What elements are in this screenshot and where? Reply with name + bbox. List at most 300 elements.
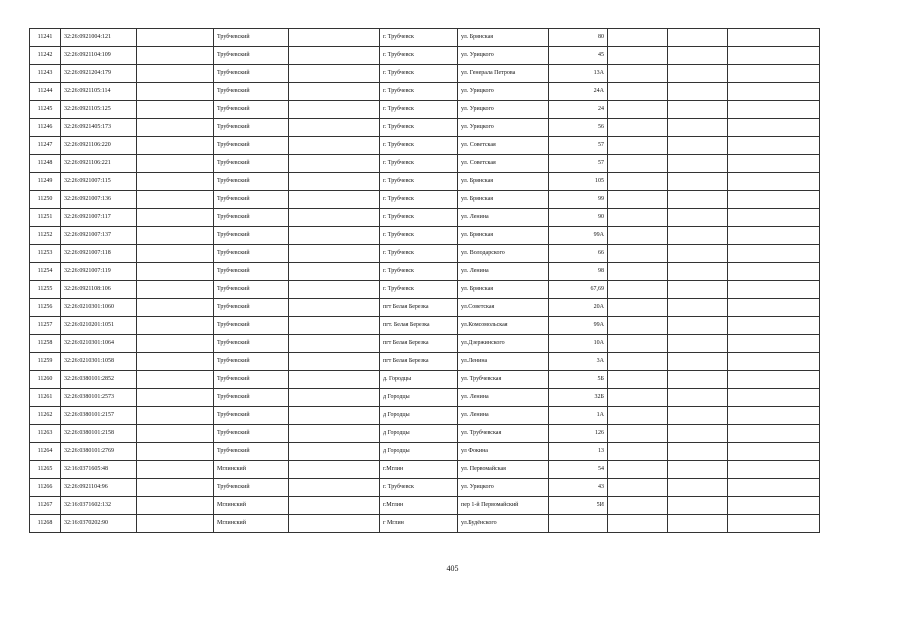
district-cell: Трубчевский bbox=[214, 299, 289, 317]
page-number: 405 bbox=[446, 564, 459, 573]
empty-cell bbox=[728, 263, 820, 281]
empty-cell bbox=[668, 173, 728, 191]
district-cell: Трубчевский bbox=[214, 65, 289, 83]
district-cell: Трубчевский bbox=[214, 425, 289, 443]
cadastral-number-cell: 32:26:0380101:2573 bbox=[61, 389, 137, 407]
table-row bbox=[30, 407, 820, 425]
locality-cell: г. Трубчевск bbox=[380, 65, 458, 83]
empty-cell bbox=[289, 515, 380, 533]
empty-cell bbox=[137, 209, 214, 227]
empty-cell bbox=[728, 119, 820, 137]
table-row bbox=[30, 515, 820, 533]
empty-cell bbox=[668, 317, 728, 335]
row-number-cell: 11245 bbox=[30, 101, 61, 119]
cadastral-number-cell: 32:16:0371602:132 bbox=[61, 497, 137, 515]
empty-cell bbox=[728, 443, 820, 461]
empty-cell bbox=[728, 299, 820, 317]
district-cell: Трубчевский bbox=[214, 209, 289, 227]
empty-cell bbox=[289, 173, 380, 191]
empty-cell bbox=[608, 245, 668, 263]
empty-cell bbox=[728, 425, 820, 443]
cadastral-number-cell: 32:26:0921106:220 bbox=[61, 137, 137, 155]
empty-cell bbox=[608, 317, 668, 335]
empty-cell bbox=[137, 83, 214, 101]
cadastral-number-cell: 32:26:0380101:2769 bbox=[61, 443, 137, 461]
empty-cell bbox=[608, 371, 668, 389]
locality-cell: д Городцы bbox=[380, 443, 458, 461]
table-row bbox=[30, 299, 820, 317]
street-cell: ул. Ленина bbox=[458, 389, 549, 407]
empty-cell bbox=[668, 263, 728, 281]
district-cell: Трубчевский bbox=[214, 479, 289, 497]
empty-cell bbox=[728, 65, 820, 83]
cadastral-number-cell: 32:26:0380101:2158 bbox=[61, 425, 137, 443]
locality-cell: г. Трубчевск bbox=[380, 137, 458, 155]
street-cell: ул. Урицкого bbox=[458, 83, 549, 101]
empty-cell bbox=[289, 461, 380, 479]
district-cell: Трубчевский bbox=[214, 101, 289, 119]
street-cell: ул. Брянская bbox=[458, 281, 549, 299]
empty-cell bbox=[289, 83, 380, 101]
street-cell: ул. Брянская bbox=[458, 227, 549, 245]
empty-cell bbox=[137, 191, 214, 209]
empty-cell bbox=[668, 353, 728, 371]
street-cell: ул.Комсомольская bbox=[458, 317, 549, 335]
street-cell: ул. Трубчевская bbox=[458, 371, 549, 389]
empty-cell bbox=[668, 281, 728, 299]
house-number-cell: 3А bbox=[549, 353, 608, 371]
empty-cell bbox=[137, 371, 214, 389]
row-number-cell: 11267 bbox=[30, 497, 61, 515]
empty-cell bbox=[289, 119, 380, 137]
house-number-cell: 57 bbox=[549, 137, 608, 155]
empty-cell bbox=[668, 479, 728, 497]
table-row bbox=[30, 317, 820, 335]
empty-cell bbox=[289, 47, 380, 65]
house-number-cell: 54 bbox=[549, 461, 608, 479]
district-cell: Трубчевский bbox=[214, 227, 289, 245]
empty-cell bbox=[289, 155, 380, 173]
table-row bbox=[30, 245, 820, 263]
row-number-cell: 11256 bbox=[30, 299, 61, 317]
street-cell: ул. Первомайская bbox=[458, 461, 549, 479]
empty-cell bbox=[728, 227, 820, 245]
cadastral-number-cell: 32:16:0371605:48 bbox=[61, 461, 137, 479]
empty-cell bbox=[289, 281, 380, 299]
empty-cell bbox=[668, 371, 728, 389]
empty-cell bbox=[608, 83, 668, 101]
house-number-cell: 56 bbox=[549, 119, 608, 137]
locality-cell: г. Трубчевск bbox=[380, 29, 458, 47]
locality-cell: г. Трубчевск bbox=[380, 83, 458, 101]
house-number-cell: 99 bbox=[549, 191, 608, 209]
empty-cell bbox=[728, 281, 820, 299]
empty-cell bbox=[289, 101, 380, 119]
empty-cell bbox=[289, 227, 380, 245]
empty-cell bbox=[137, 119, 214, 137]
table-row bbox=[30, 443, 820, 461]
empty-cell bbox=[728, 335, 820, 353]
empty-cell bbox=[668, 461, 728, 479]
empty-cell bbox=[668, 407, 728, 425]
empty-cell bbox=[668, 209, 728, 227]
empty-cell bbox=[289, 407, 380, 425]
table-row bbox=[30, 335, 820, 353]
empty-cell bbox=[668, 191, 728, 209]
street-cell: пер 1-й Первомайский bbox=[458, 497, 549, 515]
empty-cell bbox=[608, 443, 668, 461]
locality-cell: г. Трубчевск bbox=[380, 119, 458, 137]
street-cell: ул. Ленина bbox=[458, 209, 549, 227]
house-number-cell: 99А bbox=[549, 227, 608, 245]
empty-cell bbox=[668, 137, 728, 155]
house-number-cell: 45 bbox=[549, 47, 608, 65]
empty-cell bbox=[668, 335, 728, 353]
empty-cell bbox=[728, 371, 820, 389]
row-number-cell: 11255 bbox=[30, 281, 61, 299]
empty-cell bbox=[137, 281, 214, 299]
empty-cell bbox=[137, 443, 214, 461]
house-number-cell: 1А bbox=[549, 407, 608, 425]
empty-cell bbox=[137, 65, 214, 83]
empty-cell bbox=[137, 389, 214, 407]
empty-cell bbox=[608, 47, 668, 65]
empty-cell bbox=[137, 227, 214, 245]
row-number-cell: 11253 bbox=[30, 245, 61, 263]
street-cell: ул.Дзержинского bbox=[458, 335, 549, 353]
table-row bbox=[30, 65, 820, 83]
table-row bbox=[30, 461, 820, 479]
locality-cell: г. Трубчевск bbox=[380, 101, 458, 119]
house-number-cell: 90 bbox=[549, 209, 608, 227]
empty-cell bbox=[137, 479, 214, 497]
empty-cell bbox=[137, 353, 214, 371]
empty-cell bbox=[668, 83, 728, 101]
empty-cell bbox=[728, 101, 820, 119]
empty-cell bbox=[668, 389, 728, 407]
district-cell: Трубчевский bbox=[214, 245, 289, 263]
row-number-cell: 11268 bbox=[30, 515, 61, 533]
empty-cell bbox=[608, 155, 668, 173]
district-cell: Трубчевский bbox=[214, 29, 289, 47]
empty-cell bbox=[289, 245, 380, 263]
row-number-cell: 11246 bbox=[30, 119, 61, 137]
empty-cell bbox=[668, 227, 728, 245]
empty-cell bbox=[137, 47, 214, 65]
empty-cell bbox=[728, 191, 820, 209]
house-number-cell: 43 bbox=[549, 479, 608, 497]
empty-cell bbox=[137, 29, 214, 47]
empty-cell bbox=[289, 191, 380, 209]
empty-cell bbox=[608, 65, 668, 83]
empty-cell bbox=[608, 425, 668, 443]
empty-cell bbox=[728, 209, 820, 227]
empty-cell bbox=[608, 209, 668, 227]
row-number-cell: 11254 bbox=[30, 263, 61, 281]
district-cell: Трубчевский bbox=[214, 119, 289, 137]
house-number-cell: 98 bbox=[549, 263, 608, 281]
empty-cell bbox=[608, 263, 668, 281]
empty-cell bbox=[728, 155, 820, 173]
street-cell: ул. Ленина bbox=[458, 263, 549, 281]
empty-cell bbox=[668, 29, 728, 47]
empty-cell bbox=[668, 65, 728, 83]
row-number-cell: 11243 bbox=[30, 65, 61, 83]
house-number-cell: 66 bbox=[549, 245, 608, 263]
district-cell: Мглинский bbox=[214, 515, 289, 533]
locality-cell: д Городцы bbox=[380, 389, 458, 407]
cadastral-number-cell: 32:26:0921405:173 bbox=[61, 119, 137, 137]
row-number-cell: 11263 bbox=[30, 425, 61, 443]
table-row bbox=[30, 209, 820, 227]
empty-cell bbox=[137, 173, 214, 191]
table-row bbox=[30, 47, 820, 65]
locality-cell: д Городцы bbox=[380, 425, 458, 443]
district-cell: Трубчевский bbox=[214, 371, 289, 389]
empty-cell bbox=[137, 245, 214, 263]
cadastral-number-cell: 32:26:0921007:136 bbox=[61, 191, 137, 209]
empty-cell bbox=[728, 173, 820, 191]
empty-cell bbox=[728, 137, 820, 155]
empty-cell bbox=[289, 497, 380, 515]
district-cell: Трубчевский bbox=[214, 407, 289, 425]
district-cell: Трубчевский bbox=[214, 155, 289, 173]
table-row bbox=[30, 137, 820, 155]
empty-cell bbox=[137, 461, 214, 479]
table-row bbox=[30, 173, 820, 191]
empty-cell bbox=[608, 137, 668, 155]
empty-cell bbox=[289, 425, 380, 443]
district-cell: Мглинский bbox=[214, 497, 289, 515]
house-number-cell bbox=[549, 515, 608, 533]
locality-cell: пгт Белая Березка bbox=[380, 353, 458, 371]
cadastral-number-cell: 32:26:0210201:1051 bbox=[61, 317, 137, 335]
district-cell: Трубчевский bbox=[214, 443, 289, 461]
empty-cell bbox=[289, 65, 380, 83]
cadastral-number-cell: 32:26:0210301:1064 bbox=[61, 335, 137, 353]
empty-cell bbox=[608, 479, 668, 497]
empty-cell bbox=[137, 299, 214, 317]
empty-cell bbox=[668, 101, 728, 119]
locality-cell: г.Мглин bbox=[380, 461, 458, 479]
empty-cell bbox=[137, 317, 214, 335]
street-cell: ул. Урицкого bbox=[458, 101, 549, 119]
cadastral-number-cell: 32:26:0921104:96 bbox=[61, 479, 137, 497]
empty-cell bbox=[668, 119, 728, 137]
empty-cell bbox=[608, 227, 668, 245]
cadastral-number-cell: 32:26:0210301:1060 bbox=[61, 299, 137, 317]
house-number-cell: 99А bbox=[549, 317, 608, 335]
locality-cell: г. Трубчевск bbox=[380, 191, 458, 209]
cadastral-number-cell: 32:26:0921106:221 bbox=[61, 155, 137, 173]
cadastral-number-cell: 32:26:0921007:115 bbox=[61, 173, 137, 191]
cadastral-number-cell: 32:26:0380101:2852 bbox=[61, 371, 137, 389]
cadastral-number-cell: 32:26:0921105:114 bbox=[61, 83, 137, 101]
empty-cell bbox=[668, 515, 728, 533]
empty-cell bbox=[289, 137, 380, 155]
table-row bbox=[30, 191, 820, 209]
table-row bbox=[30, 371, 820, 389]
empty-cell bbox=[137, 263, 214, 281]
row-number-cell: 11248 bbox=[30, 155, 61, 173]
empty-cell bbox=[137, 335, 214, 353]
locality-cell: пгт Белая Березка bbox=[380, 335, 458, 353]
street-cell: ул. Урицкого bbox=[458, 47, 549, 65]
district-cell: Трубчевский bbox=[214, 389, 289, 407]
district-cell: Трубчевский bbox=[214, 173, 289, 191]
house-number-cell: 13А bbox=[549, 65, 608, 83]
registry-table-body bbox=[30, 29, 820, 533]
row-number-cell: 11264 bbox=[30, 443, 61, 461]
empty-cell bbox=[289, 389, 380, 407]
locality-cell: г.Мглин bbox=[380, 497, 458, 515]
house-number-cell: 5И bbox=[549, 497, 608, 515]
empty-cell bbox=[728, 353, 820, 371]
street-cell: ул. Брянская bbox=[458, 173, 549, 191]
empty-cell bbox=[608, 29, 668, 47]
cadastral-number-cell: 32:26:0921007:117 bbox=[61, 209, 137, 227]
locality-cell: пгт. Белая Березка bbox=[380, 317, 458, 335]
locality-cell: д. Городцы bbox=[380, 371, 458, 389]
row-number-cell: 11249 bbox=[30, 173, 61, 191]
empty-cell bbox=[289, 209, 380, 227]
empty-cell bbox=[728, 515, 820, 533]
empty-cell bbox=[728, 407, 820, 425]
house-number-cell: 32Б bbox=[549, 389, 608, 407]
locality-cell: пгт Белая Березка bbox=[380, 299, 458, 317]
empty-cell bbox=[728, 497, 820, 515]
house-number-cell: 57 bbox=[549, 155, 608, 173]
empty-cell bbox=[608, 281, 668, 299]
locality-cell: д Городцы bbox=[380, 407, 458, 425]
empty-cell bbox=[728, 389, 820, 407]
house-number-cell: 5Б bbox=[549, 371, 608, 389]
empty-cell bbox=[668, 47, 728, 65]
house-number-cell: 80 bbox=[549, 29, 608, 47]
table-row bbox=[30, 479, 820, 497]
row-number-cell: 11260 bbox=[30, 371, 61, 389]
empty-cell bbox=[137, 515, 214, 533]
street-cell: ул. Брянская bbox=[458, 29, 549, 47]
empty-cell bbox=[608, 461, 668, 479]
cadastral-number-cell: 32:26:0210301:1058 bbox=[61, 353, 137, 371]
empty-cell bbox=[137, 425, 214, 443]
empty-cell bbox=[608, 515, 668, 533]
empty-cell bbox=[137, 155, 214, 173]
locality-cell: г. Трубчевск bbox=[380, 47, 458, 65]
empty-cell bbox=[668, 425, 728, 443]
row-number-cell: 11247 bbox=[30, 137, 61, 155]
street-cell: ул. Генерала Петрова bbox=[458, 65, 549, 83]
district-cell: Трубчевский bbox=[214, 335, 289, 353]
cadastral-number-cell: 32:26:0921104:109 bbox=[61, 47, 137, 65]
empty-cell bbox=[608, 101, 668, 119]
empty-cell bbox=[137, 497, 214, 515]
empty-cell bbox=[608, 407, 668, 425]
table-row bbox=[30, 101, 820, 119]
row-number-cell: 11241 bbox=[30, 29, 61, 47]
district-cell: Мглинский bbox=[214, 461, 289, 479]
locality-cell: г. Трубчевск bbox=[380, 227, 458, 245]
table-row bbox=[30, 83, 820, 101]
row-number-cell: 11265 bbox=[30, 461, 61, 479]
table-row bbox=[30, 227, 820, 245]
street-cell: ул. Трубчевская bbox=[458, 425, 549, 443]
cadastral-number-cell: 32:26:0921105:125 bbox=[61, 101, 137, 119]
empty-cell bbox=[668, 245, 728, 263]
empty-cell bbox=[608, 353, 668, 371]
table-row bbox=[30, 281, 820, 299]
street-cell: ул. Володарского bbox=[458, 245, 549, 263]
street-cell: ул. Советская bbox=[458, 137, 549, 155]
district-cell: Трубчевский bbox=[214, 281, 289, 299]
row-number-cell: 11266 bbox=[30, 479, 61, 497]
house-number-cell: 24А bbox=[549, 83, 608, 101]
table-row bbox=[30, 119, 820, 137]
row-number-cell: 11262 bbox=[30, 407, 61, 425]
district-cell: Трубчевский bbox=[214, 137, 289, 155]
locality-cell: г. Трубчевск bbox=[380, 479, 458, 497]
locality-cell: г. Трубчевск bbox=[380, 209, 458, 227]
cadastral-number-cell: 32:26:0921007:137 bbox=[61, 227, 137, 245]
empty-cell bbox=[728, 317, 820, 335]
empty-cell bbox=[728, 83, 820, 101]
table-row bbox=[30, 353, 820, 371]
registry-table bbox=[29, 28, 820, 533]
locality-cell: г Мглин bbox=[380, 515, 458, 533]
street-cell: ул. Ленина bbox=[458, 407, 549, 425]
house-number-cell: 67,69 bbox=[549, 281, 608, 299]
empty-cell bbox=[289, 443, 380, 461]
empty-cell bbox=[137, 407, 214, 425]
row-number-cell: 11242 bbox=[30, 47, 61, 65]
empty-cell bbox=[608, 173, 668, 191]
row-number-cell: 11252 bbox=[30, 227, 61, 245]
house-number-cell: 24 bbox=[549, 101, 608, 119]
empty-cell bbox=[289, 353, 380, 371]
table-row bbox=[30, 263, 820, 281]
table-row bbox=[30, 155, 820, 173]
locality-cell: г. Трубчевск bbox=[380, 155, 458, 173]
cadastral-number-cell: 32:26:0921204:179 bbox=[61, 65, 137, 83]
district-cell: Трубчевский bbox=[214, 191, 289, 209]
empty-cell bbox=[137, 137, 214, 155]
row-number-cell: 11257 bbox=[30, 317, 61, 335]
empty-cell bbox=[137, 101, 214, 119]
empty-cell bbox=[608, 335, 668, 353]
empty-cell bbox=[608, 389, 668, 407]
row-number-cell: 11259 bbox=[30, 353, 61, 371]
empty-cell bbox=[608, 497, 668, 515]
empty-cell bbox=[668, 443, 728, 461]
empty-cell bbox=[608, 299, 668, 317]
locality-cell: г. Трубчевск bbox=[380, 173, 458, 191]
district-cell: Трубчевский bbox=[214, 263, 289, 281]
empty-cell bbox=[728, 245, 820, 263]
district-cell: Трубчевский bbox=[214, 353, 289, 371]
table-row bbox=[30, 29, 820, 47]
cadastral-number-cell: 32:16:0370202:90 bbox=[61, 515, 137, 533]
street-cell: ул Фокина bbox=[458, 443, 549, 461]
empty-cell bbox=[289, 299, 380, 317]
table-row bbox=[30, 497, 820, 515]
table-row bbox=[30, 389, 820, 407]
district-cell: Трубчевский bbox=[214, 83, 289, 101]
empty-cell bbox=[728, 461, 820, 479]
street-cell: ул. Урицкого bbox=[458, 119, 549, 137]
house-number-cell: 20А bbox=[549, 299, 608, 317]
house-number-cell: 126 bbox=[549, 425, 608, 443]
